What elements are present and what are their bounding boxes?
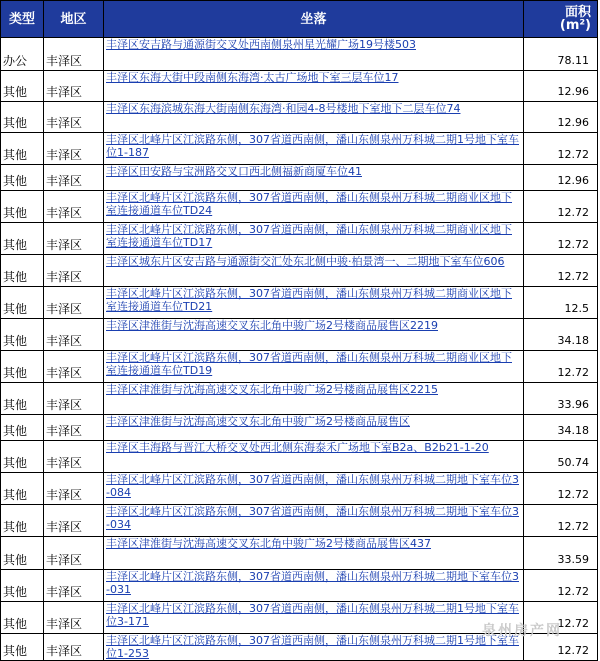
row-location: 丰泽区安吉路与通源街交叉处西南侧泉州星光耀广场19号楼503 (104, 38, 524, 71)
row-district: 丰泽区 (44, 71, 104, 102)
row-location: 丰泽区北峰片区江滨路东侧，307省道西南侧，潘山东侧泉州万科城二期商业区地下室连接通道车位TD24 (104, 191, 524, 223)
row-district: 丰泽区 (44, 102, 104, 133)
table-row (1, 505, 598, 537)
row-location: 丰泽区北峰片区江滨路东侧，307省道西南侧，潘山东侧泉州万科城二期商业区地下室连接通道车位TD19 (104, 351, 524, 383)
table-row (1, 537, 598, 570)
row-area: 12.96 (524, 102, 598, 133)
row-area: 33.59 (524, 537, 598, 570)
row-type: 其他 (1, 255, 44, 287)
row-type: 其他 (1, 351, 44, 383)
row-type: 其他 (1, 441, 44, 473)
row-area: 34.18 (524, 415, 598, 441)
row-district: 丰泽区 (44, 287, 104, 319)
row-district: 丰泽区 (44, 537, 104, 570)
row-area: 78.11 (524, 38, 598, 71)
table-row (1, 351, 598, 383)
row-location: 丰泽区津淮街与沈海高速交叉东北角中骏广场2号楼商品展售区2215 (104, 383, 524, 415)
row-type: 其他 (1, 191, 44, 223)
row-type: 其他 (1, 602, 44, 634)
row-district: 丰泽区 (44, 441, 104, 473)
row-location: 丰泽区东海大街中段南侧东海湾·太古广场地下室三层车位17 (104, 71, 524, 102)
header-district: 地区 (44, 1, 104, 38)
row-location: 丰泽区津淮街与沈海高速交叉东北角中骏广场2号楼商品展售区 (104, 415, 524, 441)
row-area: 12.72 (524, 351, 598, 383)
row-district: 丰泽区 (44, 223, 104, 255)
header-type: 类型 (1, 1, 44, 38)
row-location: 丰泽区北峰片区江滨路东侧，307省道西南侧，潘山东侧泉州万科城二期地下室车位3-034 (104, 505, 524, 537)
table-row (1, 415, 598, 441)
table-row (1, 255, 598, 287)
row-location: 丰泽区北峰片区江滨路东侧，307省道西南侧，潘山东侧泉州万科城二期商业区地下室连接通道车位TD21 (104, 287, 524, 319)
table-row (1, 223, 598, 255)
row-type: 其他 (1, 505, 44, 537)
row-type: 其他 (1, 473, 44, 505)
row-district: 丰泽区 (44, 570, 104, 602)
row-area: 12.72 (524, 602, 598, 634)
row-location: 丰泽区东海滨城东海大街南侧东海湾·和园4-8号楼地下室地下二层车位74 (104, 102, 524, 133)
row-type: 其他 (1, 71, 44, 102)
header-area-unit: (m²) (559, 18, 591, 33)
row-type: 其他 (1, 133, 44, 165)
table-row (1, 441, 598, 473)
table-row (1, 102, 598, 133)
row-area: 12.96 (524, 165, 598, 191)
row-type: 其他 (1, 570, 44, 602)
header-area-label: 面积 (564, 5, 591, 20)
row-type: 其他 (1, 415, 44, 441)
row-type: 其他 (1, 223, 44, 255)
row-district: 丰泽区 (44, 473, 104, 505)
row-area: 12.96 (524, 71, 598, 102)
table-header-row (1, 1, 598, 38)
watermark: 泉州房产网 (482, 623, 562, 639)
row-type: 其他 (1, 634, 44, 661)
row-location: 丰泽区北峰片区江滨路东侧，307省道西南侧，潘山东侧泉州万科城二期地下室车位3-031 (104, 570, 524, 602)
row-location: 丰泽区田安路与宝洲路交叉口西北侧福新商厦车位41 (104, 165, 524, 191)
row-type: 办公 (1, 38, 44, 71)
row-district: 丰泽区 (44, 319, 104, 351)
row-area: 12.72 (524, 223, 598, 255)
table-row (1, 319, 598, 351)
row-type: 其他 (1, 165, 44, 191)
row-area: 33.96 (524, 383, 598, 415)
table-row (1, 71, 598, 102)
row-district: 丰泽区 (44, 415, 104, 441)
table-row (1, 191, 598, 223)
header-location: 坐落 (104, 1, 524, 38)
row-district: 丰泽区 (44, 133, 104, 165)
row-district: 丰泽区 (44, 165, 104, 191)
row-district: 丰泽区 (44, 602, 104, 634)
row-district: 丰泽区 (44, 634, 104, 661)
row-type: 其他 (1, 537, 44, 570)
table-row (1, 287, 598, 319)
table-row (1, 383, 598, 415)
row-district: 丰泽区 (44, 191, 104, 223)
row-location: 丰泽区城东片区安吉路与通源街交汇处东北侧中骏·柏景湾一、二期地下室车位606 (104, 255, 524, 287)
row-district: 丰泽区 (44, 255, 104, 287)
row-area: 12.72 (524, 505, 598, 537)
row-area: 12.72 (524, 570, 598, 602)
table-row (1, 473, 598, 505)
row-location: 丰泽区北峰片区江滨路东侧，307省道西南侧，潘山东侧泉州万科城二期1号地下室车位1-187 (104, 133, 524, 165)
row-type: 其他 (1, 102, 44, 133)
row-area: 34.18 (524, 319, 598, 351)
header-area (524, 1, 598, 38)
row-location: 丰泽区津淮街与沈海高速交叉东北角中骏广场2号楼商品展售区437 (104, 537, 524, 570)
row-area: 12.72 (524, 473, 598, 505)
row-type: 其他 (1, 319, 44, 351)
row-area: 12.72 (524, 191, 598, 223)
row-location: 丰泽区丰海路与晋江大桥交叉处西北侧东海泰禾广场地下室B2a、B2b21-1-20 (104, 441, 524, 473)
table-row (1, 165, 598, 191)
row-type: 其他 (1, 383, 44, 415)
row-location: 丰泽区津淮街与沈海高速交叉东北角中骏广场2号楼商品展售区2219 (104, 319, 524, 351)
row-area: 12.72 (524, 255, 598, 287)
table-row (1, 570, 598, 602)
row-district: 丰泽区 (44, 351, 104, 383)
table-row (1, 133, 598, 165)
row-area: 12.5 (524, 287, 598, 319)
table-row (1, 38, 598, 71)
row-area: 50.74 (524, 441, 598, 473)
row-location: 丰泽区北峰片区江滨路东侧，307省道西南侧，潘山东侧泉州万科城二期地下室车位3-084 (104, 473, 524, 505)
row-district: 丰泽区 (44, 383, 104, 415)
row-district: 丰泽区 (44, 38, 104, 71)
row-area: 12.72 (524, 133, 598, 165)
row-location: 丰泽区北峰片区江滨路东侧，307省道西南侧，潘山东侧泉州万科城二期1号地下室车位1-253 (104, 634, 524, 661)
row-location: 丰泽区北峰片区江滨路东侧，307省道西南侧，潘山东侧泉州万科城二期1号地下室车位3-171 (104, 602, 524, 634)
row-location: 丰泽区北峰片区江滨路东侧，307省道西南侧，潘山东侧泉州万科城二期商业区地下室连接通道车位TD17 (104, 223, 524, 255)
row-type: 其他 (1, 287, 44, 319)
row-area: 12.72 (524, 634, 598, 661)
row-district: 丰泽区 (44, 505, 104, 537)
